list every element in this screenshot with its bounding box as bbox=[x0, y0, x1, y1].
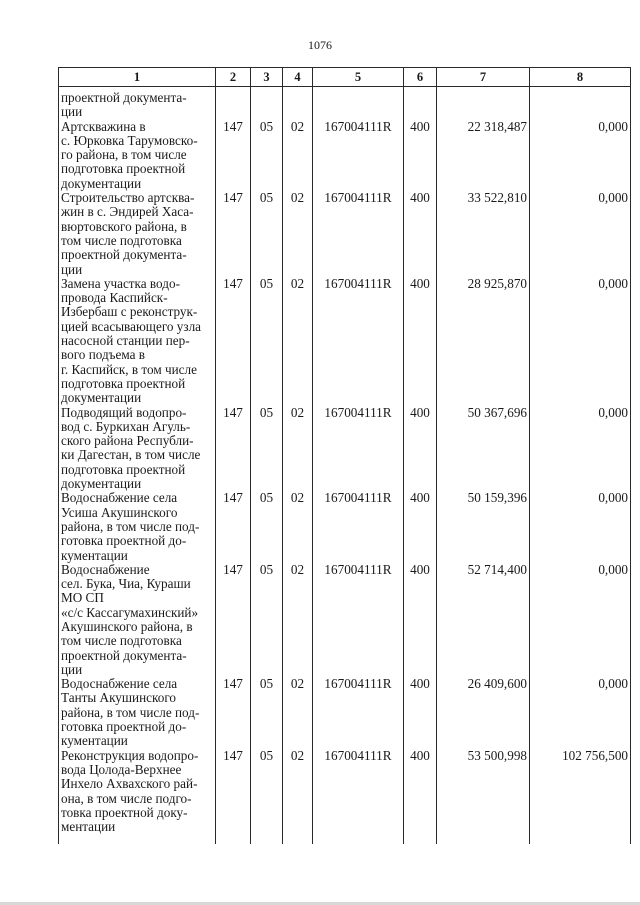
cell-col-4: 02 bbox=[283, 491, 313, 562]
column-header: 5 bbox=[313, 68, 404, 87]
header-row bbox=[59, 68, 631, 87]
cell-amount-7: 33 522,810 bbox=[437, 191, 530, 277]
cell-col-5: 167004111R bbox=[313, 191, 404, 277]
cell-col-4: 02 bbox=[283, 677, 313, 748]
cell-amount-8: 0,000 bbox=[530, 191, 631, 277]
cell-col-2: 147 bbox=[216, 277, 251, 406]
table-row bbox=[59, 491, 631, 562]
cell-amount-7: 22 318,487 bbox=[437, 120, 530, 191]
cell-col-2: 147 bbox=[216, 191, 251, 277]
cell-col-6: 400 bbox=[404, 491, 437, 562]
cell-col-2: 147 bbox=[216, 563, 251, 677]
row-description: Подводящий водопро- вод с. Буркихан Агуль- ского района Республи- ки Дагестан, в том числе подготовка проектной документации bbox=[59, 406, 216, 492]
row-description: Строительство артсква- жин в с. Эндирей Хаса- вюртовского района, в том числе подготовка проектной документа- ции bbox=[59, 191, 216, 277]
cell-amount-7 bbox=[437, 87, 530, 120]
cell-col-5 bbox=[313, 87, 404, 120]
cell-col-4: 02 bbox=[283, 749, 313, 845]
row-description: Водоснабжение села Танты Акушинского района, в том числе под- готовка проектной до- кументации bbox=[59, 677, 216, 748]
column-header: 3 bbox=[251, 68, 283, 87]
cell-amount-7: 50 367,696 bbox=[437, 406, 530, 492]
column-header: 4 bbox=[283, 68, 313, 87]
cell-col-4: 02 bbox=[283, 191, 313, 277]
budget-table bbox=[58, 67, 631, 844]
cell-amount-8 bbox=[530, 87, 631, 120]
column-header: 8 bbox=[530, 68, 631, 87]
cell-col-4: 02 bbox=[283, 120, 313, 191]
cell-col-5: 167004111R bbox=[313, 677, 404, 748]
cell-amount-7: 50 159,396 bbox=[437, 491, 530, 562]
cell-col-3: 05 bbox=[251, 677, 283, 748]
cell-col-4 bbox=[283, 87, 313, 120]
cell-col-6: 400 bbox=[404, 749, 437, 845]
cell-col-3: 05 bbox=[251, 120, 283, 191]
cell-col-5: 167004111R bbox=[313, 406, 404, 492]
cell-amount-8: 0,000 bbox=[530, 563, 631, 677]
cell-col-3: 05 bbox=[251, 406, 283, 492]
cell-amount-8: 0,000 bbox=[530, 677, 631, 748]
cell-amount-8: 0,000 bbox=[530, 120, 631, 191]
row-description: Водоснабжение сел. Бука, Чиа, Кураши МО СП «с/с Кассагумахинский» Акушинского района, в том числе подготовка проектной документа- ции bbox=[59, 563, 216, 677]
cell-col-6: 400 bbox=[404, 120, 437, 191]
cell-amount-8: 102 756,500 bbox=[530, 749, 631, 845]
table-row bbox=[59, 406, 631, 492]
cell-col-3: 05 bbox=[251, 491, 283, 562]
cell-col-6: 400 bbox=[404, 406, 437, 492]
table-row bbox=[59, 191, 631, 277]
row-description: Водоснабжение села Усиша Акушинского района, в том числе под- готовка проектной до- кументации bbox=[59, 491, 216, 562]
row-description: Реконструкция водопро- вода Цолода-Верхнее Инхело Ахвахского рай- она, в том числе подго- товка проектной доку- ментации bbox=[59, 749, 216, 845]
cell-col-2 bbox=[216, 87, 251, 120]
cell-col-6 bbox=[404, 87, 437, 120]
table-row bbox=[59, 563, 631, 677]
table-row bbox=[59, 277, 631, 406]
column-header: 1 bbox=[59, 68, 216, 87]
cell-col-6: 400 bbox=[404, 191, 437, 277]
cell-col-5: 167004111R bbox=[313, 491, 404, 562]
page-number: 1076 bbox=[308, 38, 332, 52]
cell-col-5: 167004111R bbox=[313, 120, 404, 191]
cell-amount-8: 0,000 bbox=[530, 277, 631, 406]
cell-col-4: 02 bbox=[283, 406, 313, 492]
cell-col-3: 05 bbox=[251, 563, 283, 677]
table-row bbox=[59, 120, 631, 191]
cell-amount-8: 0,000 bbox=[530, 491, 631, 562]
cell-amount-7: 53 500,998 bbox=[437, 749, 530, 845]
cell-amount-7: 52 714,400 bbox=[437, 563, 530, 677]
column-header: 2 bbox=[216, 68, 251, 87]
cell-col-3: 05 bbox=[251, 191, 283, 277]
table-row bbox=[59, 677, 631, 748]
cell-amount-7: 26 409,600 bbox=[437, 677, 530, 748]
cell-col-6: 400 bbox=[404, 277, 437, 406]
cell-col-5: 167004111R bbox=[313, 563, 404, 677]
cell-col-6: 400 bbox=[404, 677, 437, 748]
cell-amount-8: 0,000 bbox=[530, 406, 631, 492]
cell-col-2: 147 bbox=[216, 406, 251, 492]
cell-amount-7: 28 925,870 bbox=[437, 277, 530, 406]
table-row bbox=[59, 87, 631, 120]
cell-col-2: 147 bbox=[216, 677, 251, 748]
cell-col-4: 02 bbox=[283, 277, 313, 406]
cell-col-4: 02 bbox=[283, 563, 313, 677]
cell-col-2: 147 bbox=[216, 749, 251, 845]
cell-col-3: 05 bbox=[251, 277, 283, 406]
cell-col-6: 400 bbox=[404, 563, 437, 677]
column-header: 6 bbox=[404, 68, 437, 87]
row-description: Замена участка водо- провода Каспийск- Избербаш с реконструк- цией всасывающего узла насосной станции пер- вого подъема в г. Каспийск, в том числе подготовка проектной документации bbox=[59, 277, 216, 406]
row-description: проектной документа- ции bbox=[59, 87, 216, 120]
row-description: Артскважина в с. Юрковка Тарумовско- го района, в том числе подготовка проектной документации bbox=[59, 120, 216, 191]
cell-col-5: 167004111R bbox=[313, 277, 404, 406]
table-row bbox=[59, 749, 631, 845]
cell-col-2: 147 bbox=[216, 491, 251, 562]
cell-col-3 bbox=[251, 87, 283, 120]
cell-col-2: 147 bbox=[216, 120, 251, 191]
cell-col-3: 05 bbox=[251, 749, 283, 845]
cell-col-5: 167004111R bbox=[313, 749, 404, 845]
column-header: 7 bbox=[437, 68, 530, 87]
